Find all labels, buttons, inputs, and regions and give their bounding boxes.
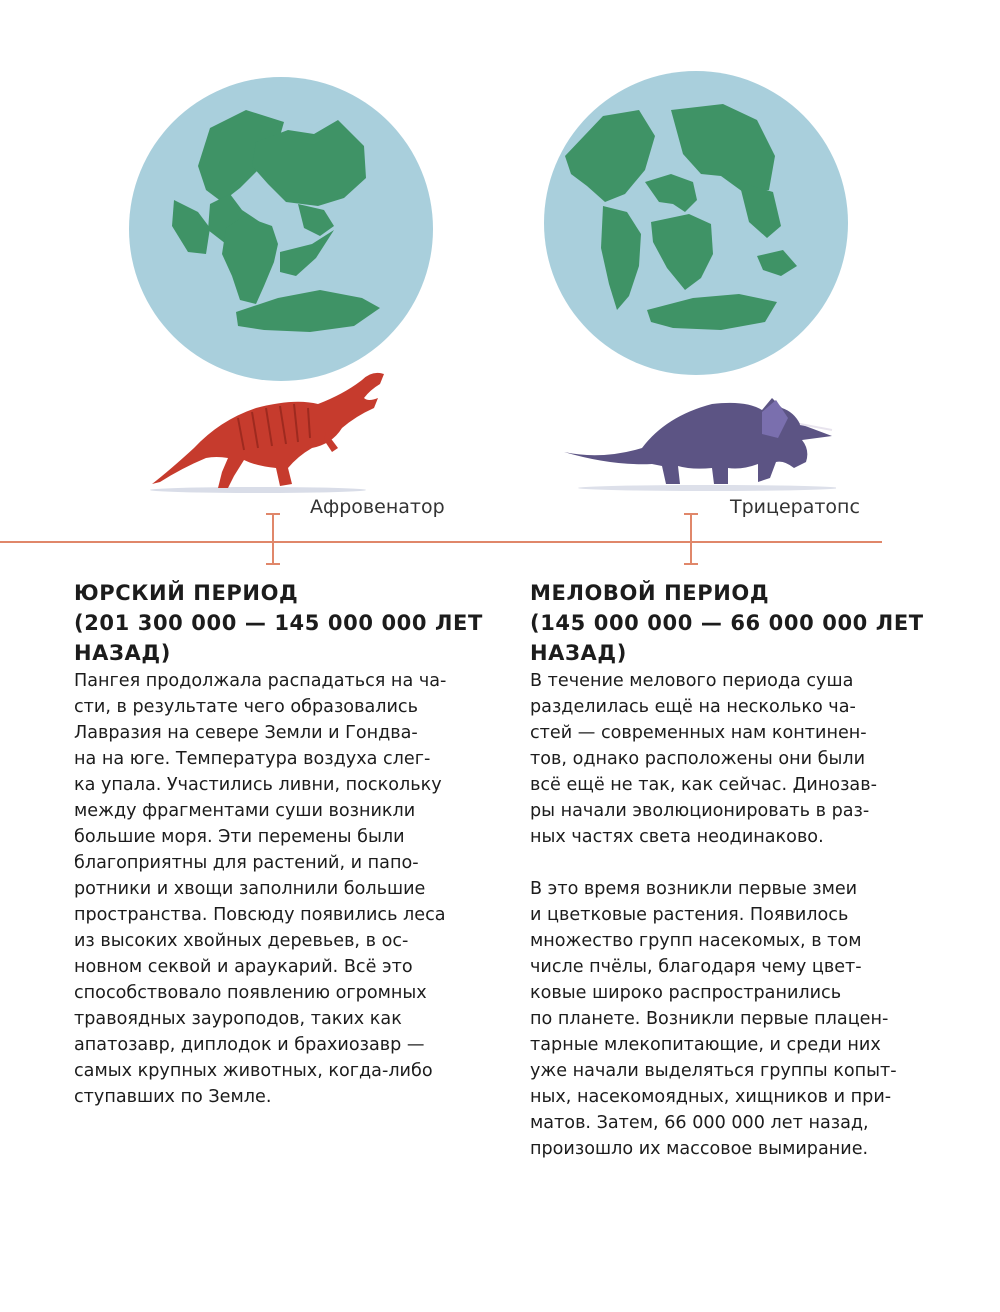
text-line: ротники и хвощи заполнили большие [74, 879, 426, 899]
text-line: числе пчёлы, благодаря чему цвет- [530, 957, 862, 977]
heading-line: (201 300 000 — 145 000 000 ЛЕТ [74, 611, 483, 635]
jurassic-heading [74, 578, 483, 668]
text-line: пространства. Повсюду появились леса [74, 905, 446, 925]
text-line: тов, однако расположены они были [530, 749, 866, 769]
text-line: способствовало появлению огромных [74, 983, 427, 1003]
heading-line: ЮРСКИЙ ПЕРИОД [74, 581, 299, 605]
text-line: травоядных зауроподов, таких как [74, 1009, 402, 1029]
text-line: благоприятны для растений, и папо- [74, 853, 419, 873]
text-line: ковые широко распространились [530, 983, 842, 1003]
cretaceous-heading [530, 578, 924, 668]
text-line: ры начали эволюционировать в раз- [530, 801, 870, 821]
text-line: из высоких хвойных деревьев, в ос- [74, 931, 409, 951]
paragraph-gap [530, 850, 897, 876]
text-line: большие моря. Эти перемены были [74, 827, 405, 847]
text-line: и цветковые растения. Появилось [530, 905, 849, 925]
triceratops-illustration [562, 390, 836, 494]
text-line: тарные млекопитающие, и среди них [530, 1035, 881, 1055]
afrovenator-illustration [148, 364, 396, 496]
text-line: всё ещё не так, как сейчас. Динозав- [530, 775, 877, 795]
text-line: В это время возникли первые змеи [530, 879, 858, 899]
heading-line: НАЗАД) [74, 641, 171, 665]
triceratops-caption: Трицератопс [730, 496, 860, 518]
text-line: на на юге. Температура воздуха слег- [74, 749, 431, 769]
text-line: сти, в результате чего образовались [74, 697, 418, 717]
text-line: ступавших по Земле. [74, 1087, 272, 1107]
text-line: ных, насекомоядных, хищников и при- [530, 1087, 892, 1107]
text-line: ка упала. Участились ливни, поскольку [74, 775, 442, 795]
text-line: разделилась ещё на несколько ча- [530, 697, 856, 717]
text-line: самых крупных животных, когда-либо [74, 1061, 433, 1081]
cretaceous-text [530, 668, 897, 1162]
text-line: множество групп насекомых, в том [530, 931, 862, 951]
text-line: уже начали выделяться группы копыт- [530, 1061, 897, 1081]
text-line: по планете. Возникли первые плацен- [530, 1009, 889, 1029]
text-line: стей — современных нам континен- [530, 723, 867, 743]
jurassic-globe-illustration [128, 76, 434, 382]
text-line: ных частях света неодинаково. [530, 827, 824, 847]
jurassic-text [74, 668, 446, 1110]
text-line: В течение мелового периода суша [530, 671, 854, 691]
timeline [0, 541, 882, 543]
text-line: апатозавр, диплодок и брахиозавр — [74, 1035, 425, 1055]
afrovenator-caption: Афровенатор [310, 496, 445, 518]
timeline-marker-cretaceous [690, 513, 692, 565]
text-line: новном секвой и араукарий. Всё это [74, 957, 413, 977]
text-line: матов. Затем, 66 000 000 лет назад, [530, 1113, 869, 1133]
timeline-marker-jurassic [272, 513, 274, 565]
heading-line: МЕЛОВОЙ ПЕРИОД [530, 581, 770, 605]
heading-line: (145 000 000 — 66 000 000 ЛЕТ [530, 611, 924, 635]
text-line: Лавразия на севере Земли и Гондва- [74, 723, 418, 743]
text-line: произошло их массовое вымирание. [530, 1139, 869, 1159]
cretaceous-globe-illustration [543, 70, 849, 376]
text-line: Пангея продолжала распадаться на ча- [74, 671, 447, 691]
text-line: между фрагментами суши возникли [74, 801, 416, 821]
heading-line: НАЗАД) [530, 641, 627, 665]
